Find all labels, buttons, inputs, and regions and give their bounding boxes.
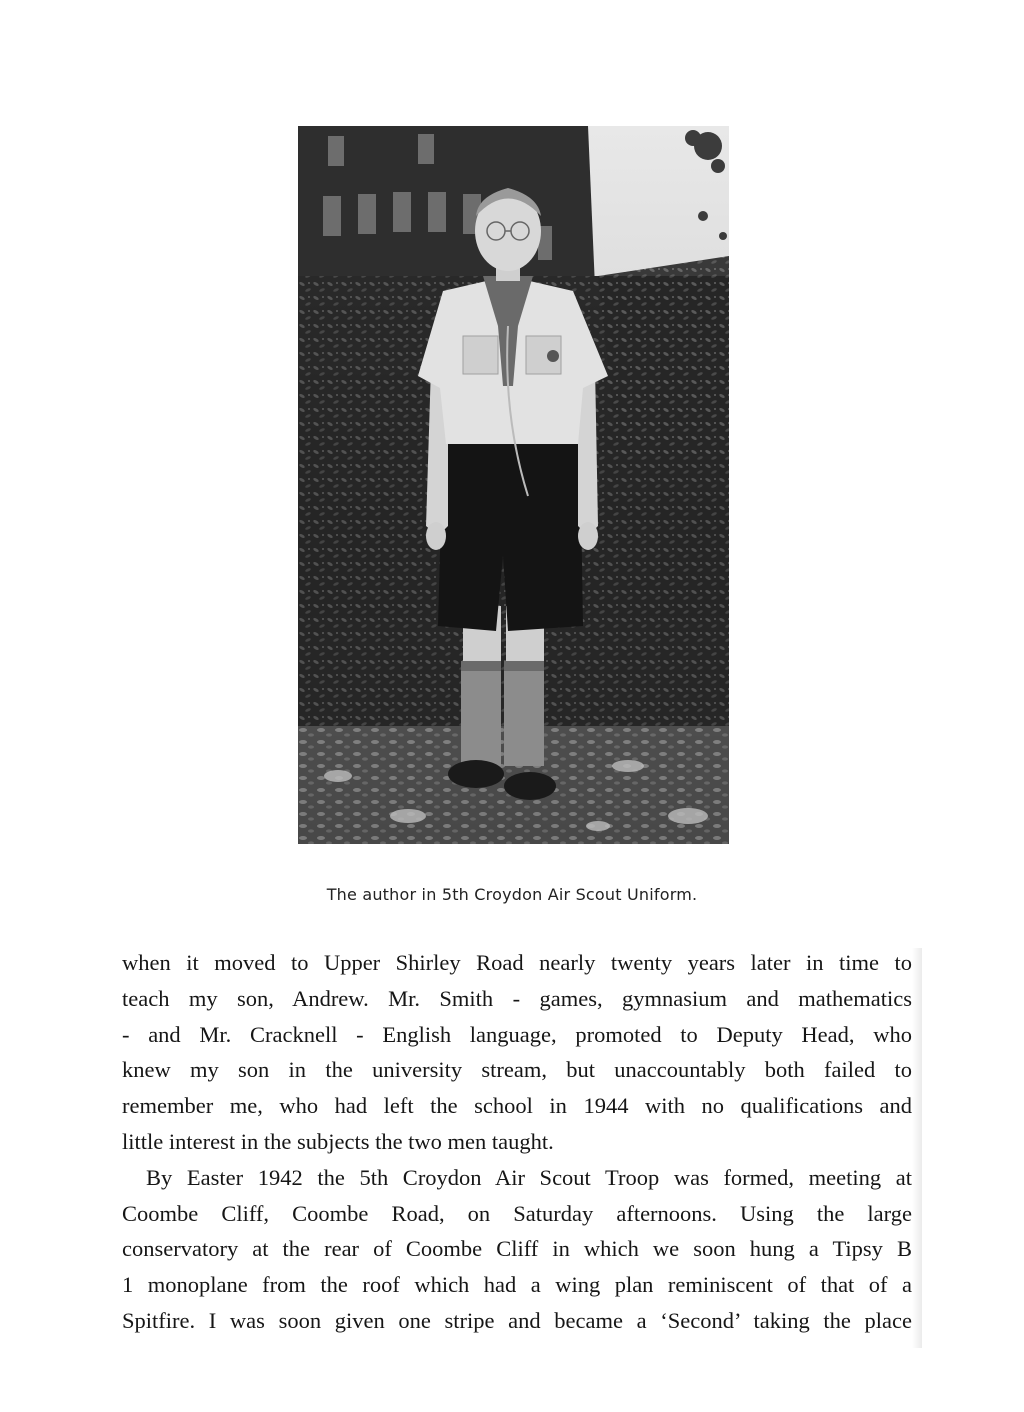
text-line: remember me, who had left the school in 1944 with no qualifications and (122, 1093, 912, 1119)
text-line: little interest in the subjects the two men taught. (122, 1128, 554, 1154)
scout-photo-image (298, 126, 729, 844)
text-line: teach my son, Andrew. Mr. Smith - games, gymnasium and mathematics (122, 985, 912, 1011)
scout-photograph (298, 126, 729, 844)
text-line: Coombe Cliff, Coombe Road, on Saturday afternoons. Using the large (122, 1200, 912, 1226)
page-edge-shadow (912, 948, 922, 1348)
photo-caption: The author in 5th Croydon Air Scout Uniform. (326, 885, 698, 904)
paragraph (122, 1160, 912, 1339)
text-line: knew my son in the university stream, but unaccountably both failed to (122, 1057, 912, 1083)
text-line: conservatory at the rear of Coombe Cliff in which we soon hung a Tipsy B (122, 1236, 912, 1262)
text-line: when it moved to Upper Shirley Road nearly twenty years later in time to (122, 950, 912, 975)
text-line: - and Mr. Cracknell - English language, promoted to Deputy Head, who (122, 1021, 912, 1047)
text-line: Spitfire. I was soon given one stripe and became a ‘Second’ taking the place (122, 1307, 912, 1333)
body-text (122, 945, 912, 1339)
paragraph (122, 945, 912, 1160)
text-line: By Easter 1942 the 5th Croydon Air Scout Troop was formed, meeting at (146, 1164, 912, 1190)
text-line: 1 monoplane from the roof which had a wing plan reminiscent of that of a (122, 1272, 912, 1298)
